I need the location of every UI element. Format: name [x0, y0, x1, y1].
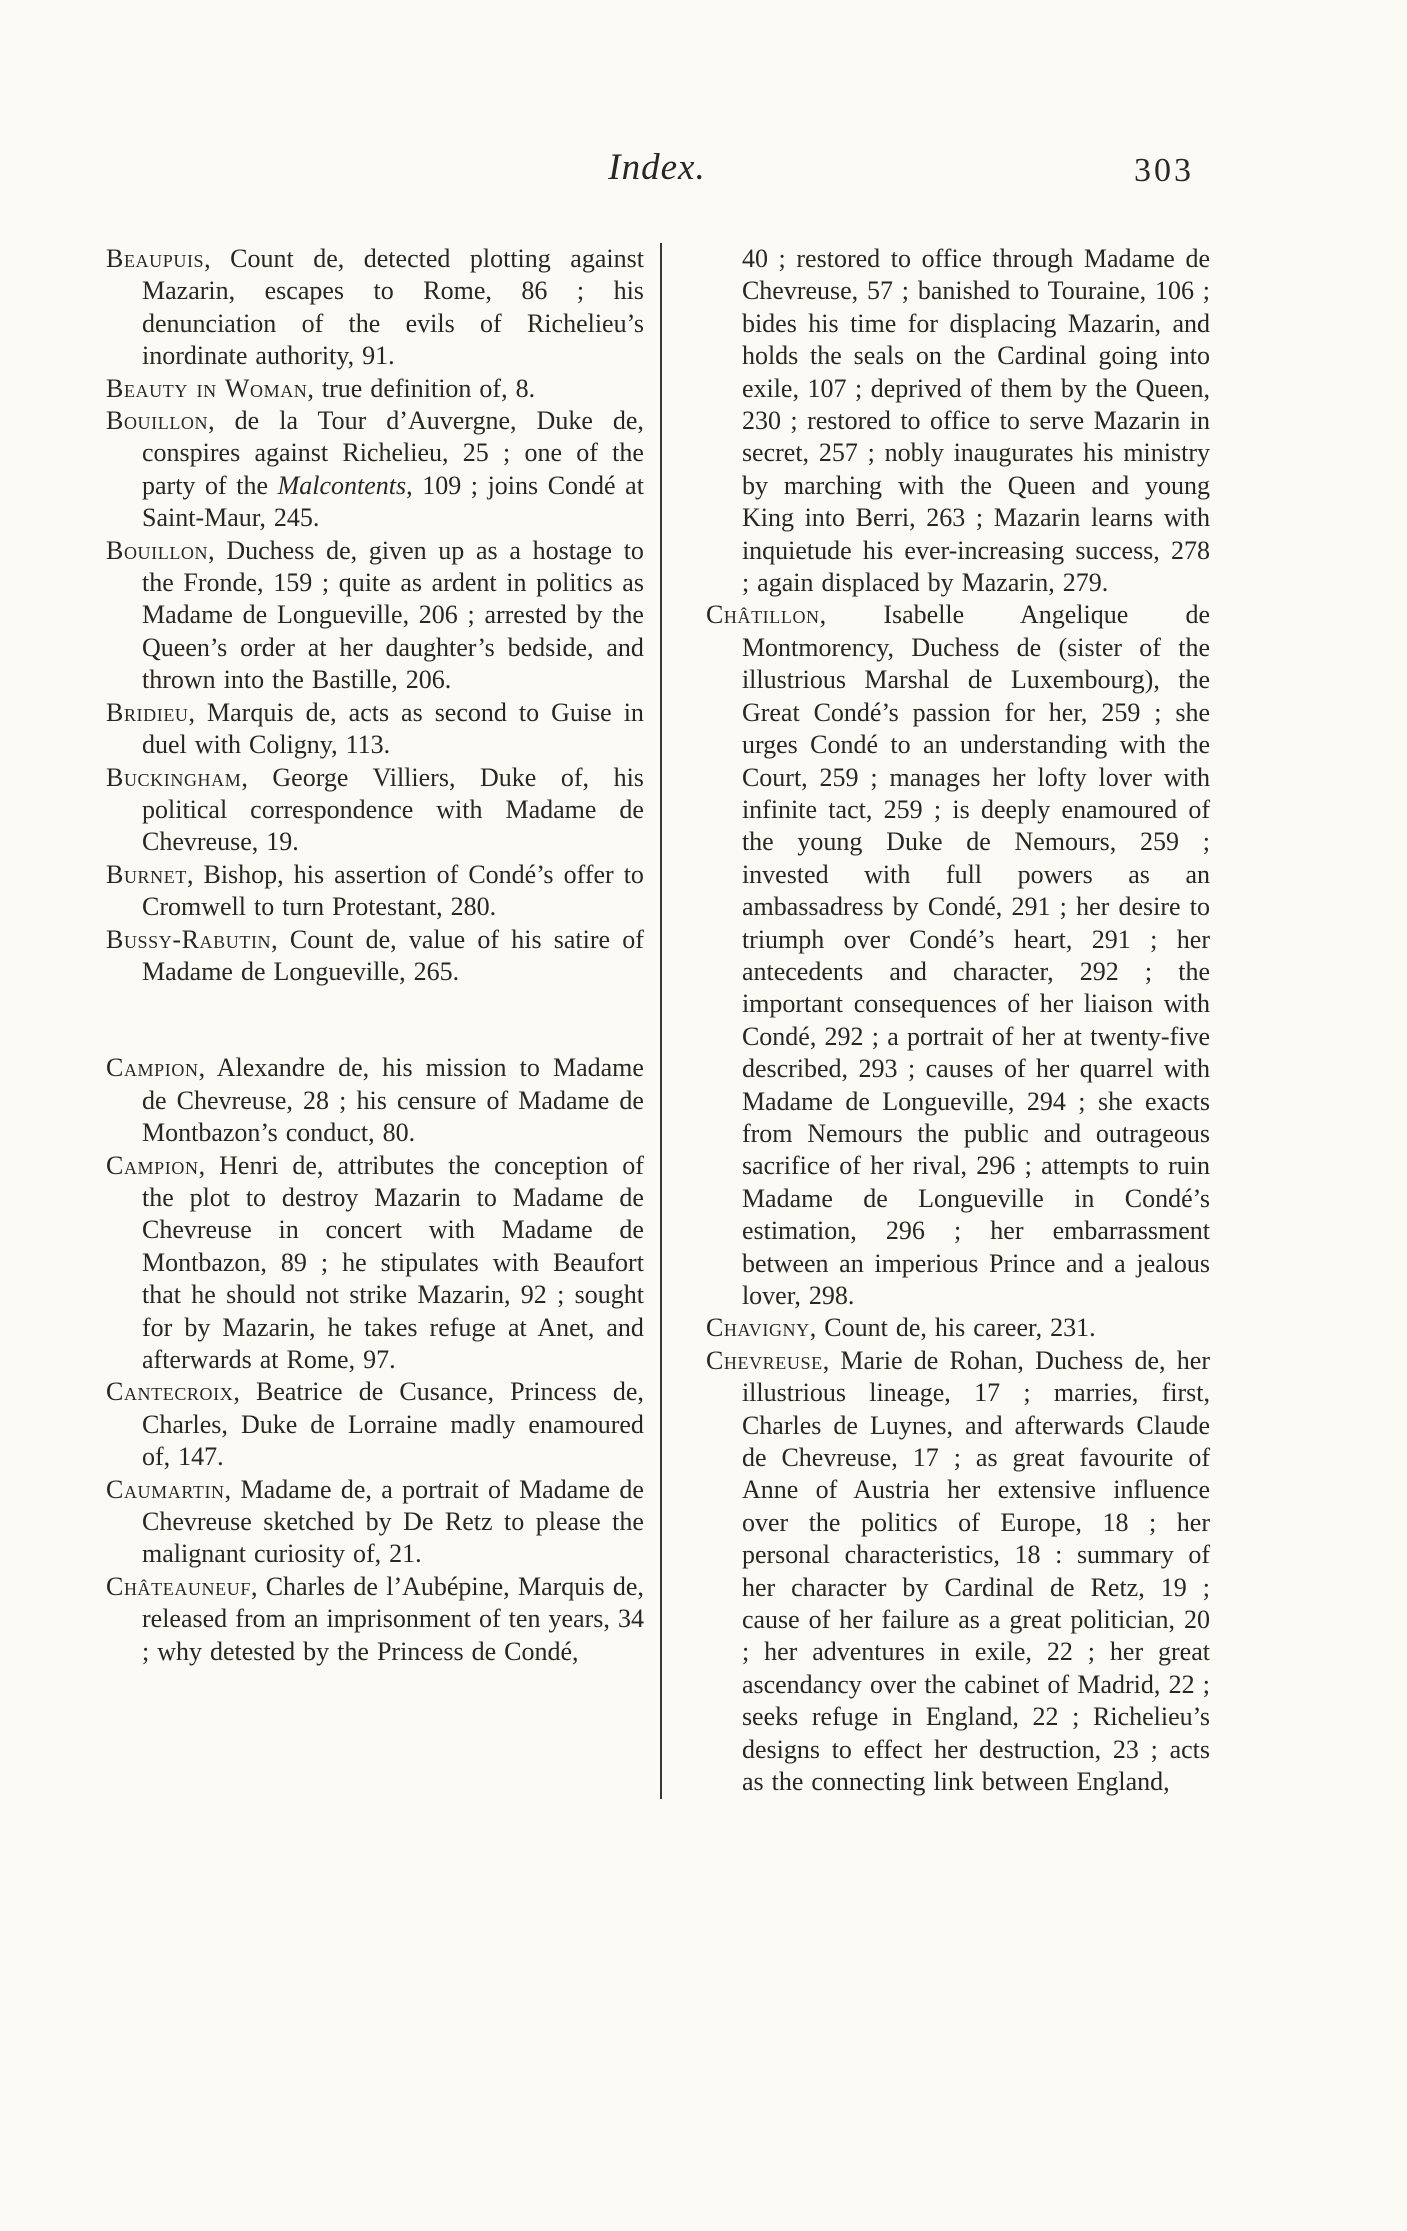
index-entry [106, 859, 644, 924]
entry-text: , Isabelle Angelique de Montmorency, Duchess de (sister of the illustrious Marshal de Luxembourg), the Great Condé’s passion for her, 259 ; she urges Condé to an understanding with the Court, 259 ; manages her lofty lover with infinite tact, 259 ; is deeply enamoured of the young Duke de Nemours, 259 ; invested with full powers as an ambassadress by Condé, 291 ; her desire to triumph over Condé’s heart, 291 ; her antecedents and character, 292 ; the important consequences of her liaison with Condé, 292 ; a portrait of her at twenty-five described, 293 ; causes of her quarrel with Madame de Longueville, 294 ; she exacts from Nemours the public and outrageous sacrifice of her rival, 296 ; attempts to ruin Madame de Longueville in Condé’s estimation, 296 ; her embarrassment between an imperious Prince and a jealous lover, 298. [741, 600, 1210, 1310]
index-entry [106, 1474, 644, 1571]
entry-text: , de la Tour d’Auvergne, Duke de, conspires against Richelieu, 25 ; one of the party of the [142, 406, 644, 500]
entry-term: Châteauneuf [106, 1571, 251, 1601]
index-entry [106, 1052, 644, 1149]
index-entry [106, 697, 644, 762]
page-header [106, 146, 1208, 198]
entry-text: 40 ; restored to office through Madame de Chevreuse, 57 ; banished to Touraine, 106 ; bides his time for displacing Mazarin, and holds the seals on the Cardinal going into exile, 107 ; deprived of them by the Queen, 230 ; restored to office to serve Mazarin in secret, 257 ; nobly inaugurates his ministry by marching with the Queen and young King into Berri, 263 ; Mazarin learns with inquietude his ever-increasing success, 278 ; again displaced by Mazarin, 279. [741, 244, 1210, 598]
entry-text: , 109 ; joins Condé at Saint-Maur, 245. [142, 470, 644, 533]
entry-term: Campion [106, 1150, 199, 1180]
index-entry [106, 924, 644, 989]
index-entry [106, 1150, 644, 1377]
entry-text: , Count de, value of his satire of Madame de Longueville, 265. [142, 924, 644, 986]
entry-text: , true definition of, 8. [307, 373, 536, 403]
entry-term: Caumartin [106, 1474, 225, 1504]
left-column [106, 243, 644, 1799]
entry-text: , Marquis de, acts as second to Guise in duel with Coligny, 113. [142, 697, 644, 760]
entry-term: Buckingham [106, 762, 242, 792]
entry-term: Bussy-Rabutin [106, 924, 272, 954]
page-title: Index. [608, 147, 706, 188]
entry-text: , Count de, detected plotting against Mazarin, escapes to Rome, 86 ; his denunciation of the evils of Richelieu’s inordinate authority, 91. [142, 244, 644, 371]
entry-term: Burnet [106, 859, 187, 889]
page-number: 303 [1134, 152, 1194, 189]
entry-term: Bridieu [106, 697, 189, 727]
entry-text: , Count de, his career, 231. [809, 1313, 1096, 1343]
index-entry [106, 373, 644, 405]
entry-text: , Alexandre de, his mission to Madame de Chevreuse, 28 ; his censure of Madame de Montbazon’s conduct, 80. [142, 1053, 644, 1148]
entry-text: , Duchess de, given up as a hostage to the Fronde, 159 ; quite as ardent in politics as Madame de Longueville, 206 ; arrested by the Queen’s order at her daughter’s bedside, and thrown into the Bastille, 206. [142, 535, 644, 695]
index-entry [706, 599, 1210, 1312]
index-columns [106, 243, 1210, 1799]
entry-text: , Marie de Rohan, Duchess de, her illustrious lineage, 17 ; marries, first, Charles de Luynes, and afterwards Claude de Chevreuse, 17 ; as great favourite of Anne of Austria her extensive influence over the politics of Europe, 18 ; her personal characteristics, 18 : summary of her character by Cardinal de Retz, 19 ; cause of her failure as a great politician, 20 ; her adventures in exile, 22 ; her great ascendancy over the cabinet of Madrid, 22 ; seeks refuge in England, 22 ; Richelieu’s designs to effect her destruction, 23 ; acts as the connecting link between England, [741, 1345, 1210, 1797]
entry-term: Bouillon [106, 406, 209, 436]
index-entry [106, 405, 644, 535]
entry-text: , George Villiers, Duke of, his political correspondence with Madame de Chevreuse, 19. [142, 762, 644, 857]
index-entry [106, 243, 644, 373]
index-entry [106, 1571, 644, 1668]
entry-term: Campion [106, 1053, 199, 1083]
index-entry [106, 762, 644, 859]
index-entry [106, 1376, 644, 1473]
entry-term: Bouillon [106, 535, 209, 565]
index-entry [706, 1345, 1210, 1799]
entry-text-italic: Malcontents [277, 470, 407, 500]
entry-text: , Beatrice de Cusance, Princess de, Charles, Duke de Lorraine madly enamoured of, 147. [142, 1377, 644, 1472]
entry-term: Beaupuis [106, 244, 205, 273]
entry-text: , Henri de, attributes the conception of the plot to destroy Mazarin to Madame de Chevreuse in concert with Madame de Montbazon, 89 ; he stipulates with Beaufort that he should not strike Mazarin, 92 ; sought for by Mazarin, he takes refuge at Anet, and afterwards at Rome, 97. [142, 1150, 644, 1374]
entry-text: , Madame de, a portrait of Madame de Chevreuse sketched by De Retz to please the malignant curiosity of, 21. [142, 1474, 644, 1569]
column-divider [660, 243, 662, 1799]
entry-term: Cantecroix [106, 1377, 234, 1407]
index-entry [106, 535, 644, 697]
index-entry-continuation [706, 243, 1210, 599]
entry-text: , Bishop, his assertion of Condé’s offer to Cromwell to turn Protestant, 280. [142, 859, 644, 922]
right-column [706, 243, 1210, 1799]
entry-text: , Charles de l’Aubépine, Marquis de, released from an imprisonment of ten years, 34 ; why detested by the Princess de Condé, [142, 1571, 644, 1666]
entry-term: Châtillon [705, 600, 820, 630]
entry-term: Beauty in Woman [106, 373, 308, 403]
entry-term: Chevreuse [705, 1345, 823, 1375]
index-entry [706, 1312, 1210, 1344]
entry-term: Chavigny [705, 1313, 810, 1343]
